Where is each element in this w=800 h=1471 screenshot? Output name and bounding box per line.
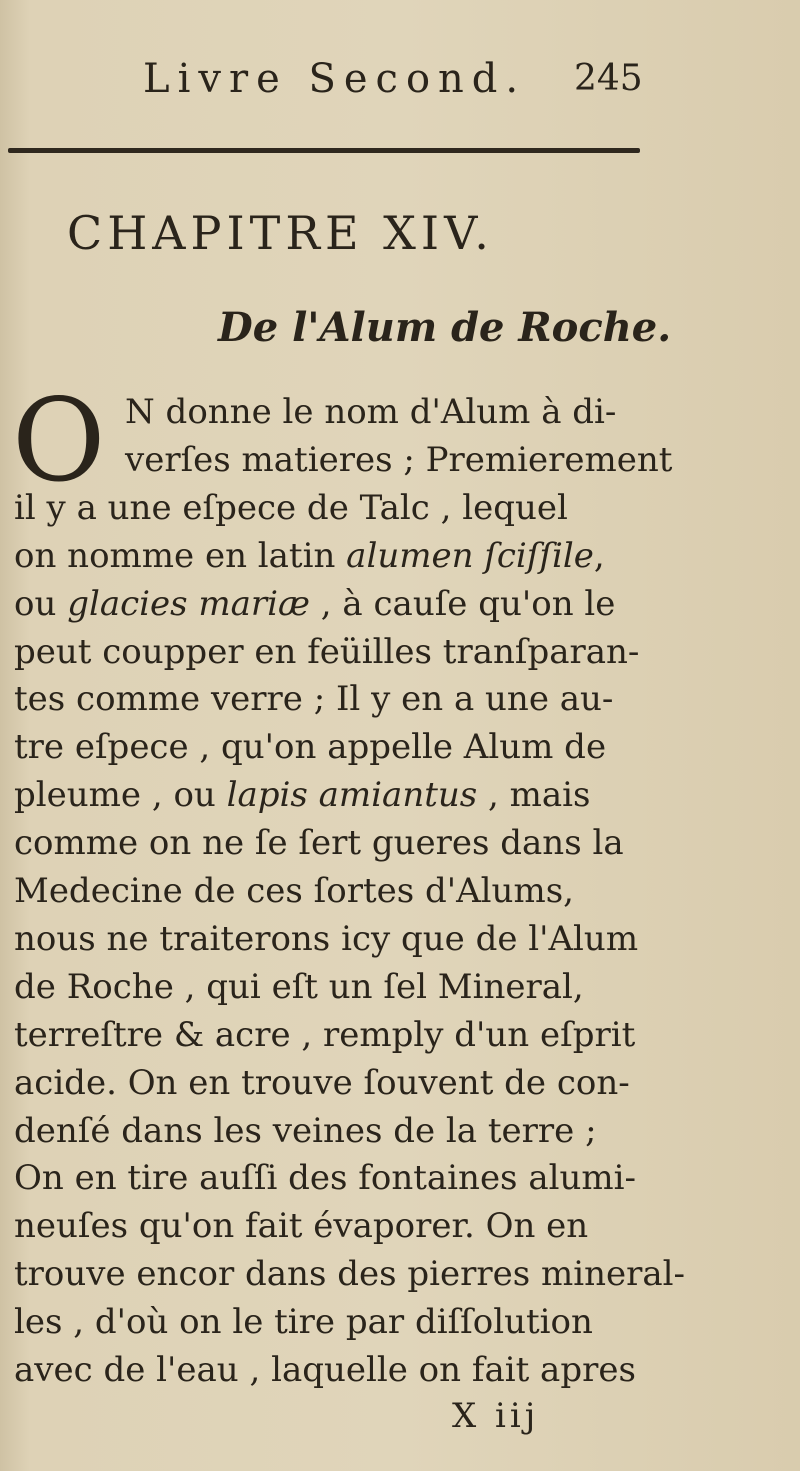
- text-line: [14, 580, 615, 628]
- text-segment: neuſes qu'on fait évaporer. On en: [14, 1206, 589, 1247]
- text-line: [14, 867, 574, 915]
- text-line: [14, 1202, 588, 1250]
- text-segment: ou: [14, 583, 68, 624]
- text-segment: tes comme verre ; Il y en a une au-: [14, 679, 614, 720]
- text-segment: denſé dans les veines de la terre ;: [14, 1110, 597, 1151]
- latin-term: glacies mariæ: [67, 583, 310, 624]
- text-line: [14, 628, 639, 676]
- running-title: Livre Second.: [143, 56, 527, 102]
- text-segment: il y a une eſpece de Talc , lequel: [14, 487, 568, 528]
- text-segment: On en tire auſſi des fontaines alumi-: [14, 1158, 636, 1199]
- text-segment: trouve encor dans des pierres mineral-: [14, 1254, 686, 1295]
- drop-cap: O: [12, 374, 106, 507]
- signature-mark: X iij: [452, 1395, 540, 1436]
- text-line: [14, 1298, 593, 1346]
- latin-term: lapis amiantus: [226, 775, 478, 816]
- text-line: [14, 532, 605, 580]
- text-line: [14, 1346, 636, 1394]
- text-line: [14, 1107, 597, 1155]
- text-line: [14, 1059, 630, 1107]
- text-segment: de Roche , qui eſt un ſel Mineral,: [14, 966, 584, 1007]
- text-line: [14, 1154, 636, 1202]
- text-segment: les , d'où on le tire par diſſolution: [14, 1302, 593, 1343]
- text-segment: avec de l'eau , laquelle on fait apres: [14, 1350, 636, 1390]
- text-segment: peut coupper en feüilles tranſparan-: [14, 631, 640, 672]
- chapter-subtitle: De l'Alum de Roche.: [218, 304, 672, 351]
- text-segment: , à cauſe qu'on le: [310, 583, 616, 624]
- text-line: [125, 436, 672, 484]
- text-line: [14, 915, 638, 963]
- text-line: [14, 1250, 685, 1298]
- text-line: [14, 484, 568, 532]
- text-line: [125, 388, 616, 436]
- text-line: [14, 963, 584, 1011]
- text-segment: pleume , ou: [14, 775, 227, 816]
- header-rule: [8, 148, 640, 153]
- text-line: [14, 771, 591, 819]
- text-segment: tre eſpece , qu'on appelle Alum de: [14, 727, 607, 768]
- page-number: 245: [574, 58, 643, 99]
- page-header: [0, 56, 800, 106]
- text-segment: on nomme en latin: [14, 535, 347, 576]
- text-line: [14, 819, 624, 867]
- text-line: [14, 1011, 635, 1059]
- text-segment: acide. On en trouve ſouvent de con-: [14, 1062, 630, 1103]
- text-segment: verſes matieres ; Premierement: [125, 439, 673, 480]
- text-segment: comme on ne ſe ſert gueres dans la: [14, 823, 624, 864]
- text-segment: terreſtre & acre , remply d'un eſprit: [14, 1014, 636, 1055]
- chapter-title: CHAPITRE XIV.: [67, 206, 494, 260]
- text-segment: nous ne traiterons icy que de l'Alum: [14, 918, 639, 959]
- text-line: [14, 675, 613, 723]
- text-segment: , mais: [477, 775, 591, 816]
- latin-term: alumen ſciſſile: [346, 535, 594, 576]
- text-segment: ,: [593, 535, 605, 576]
- text-segment: Medecine de ces ſortes d'Alums,: [14, 871, 574, 911]
- text-segment: N donne le nom d'Alum à di-: [125, 392, 617, 432]
- text-line: [14, 723, 606, 771]
